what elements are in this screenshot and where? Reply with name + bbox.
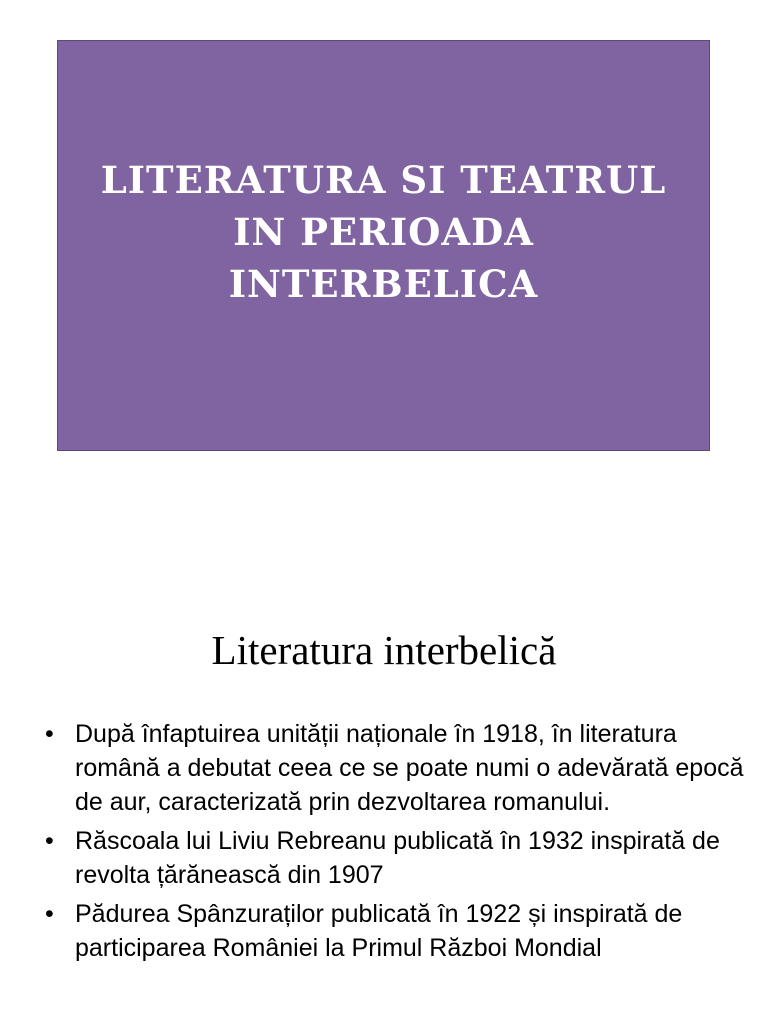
title-slide bbox=[57, 40, 710, 451]
bullet-text: Pădurea Spânzuraților publicată în 1922 și inspirată de participarea României la Primul Război Mondial bbox=[75, 900, 683, 962]
slide-title: LITERATURA SI TEATRUL IN PERIOADA INTERBELICA bbox=[100, 157, 667, 306]
bullet-text: Răscoala lui Liviu Rebreanu publicată în 1932 inspirată de revolta țărănească din 1907 bbox=[75, 827, 720, 889]
list-item bbox=[45, 897, 745, 965]
section-heading: Literatura interbelică bbox=[211, 627, 557, 673]
bullet-text: După înfaptuirea unității naționale în 1918, în literatura română a debutat ceea ce se poate numi o adevărată epocă de aur, caracterizată prin dezvoltarea romanului. bbox=[75, 720, 744, 816]
bullet-icon: • bbox=[45, 827, 54, 855]
list-item bbox=[45, 717, 745, 819]
list-item bbox=[45, 824, 745, 892]
bullet-icon: • bbox=[45, 720, 54, 748]
bullet-icon: • bbox=[45, 900, 54, 928]
bullet-list bbox=[45, 717, 745, 970]
